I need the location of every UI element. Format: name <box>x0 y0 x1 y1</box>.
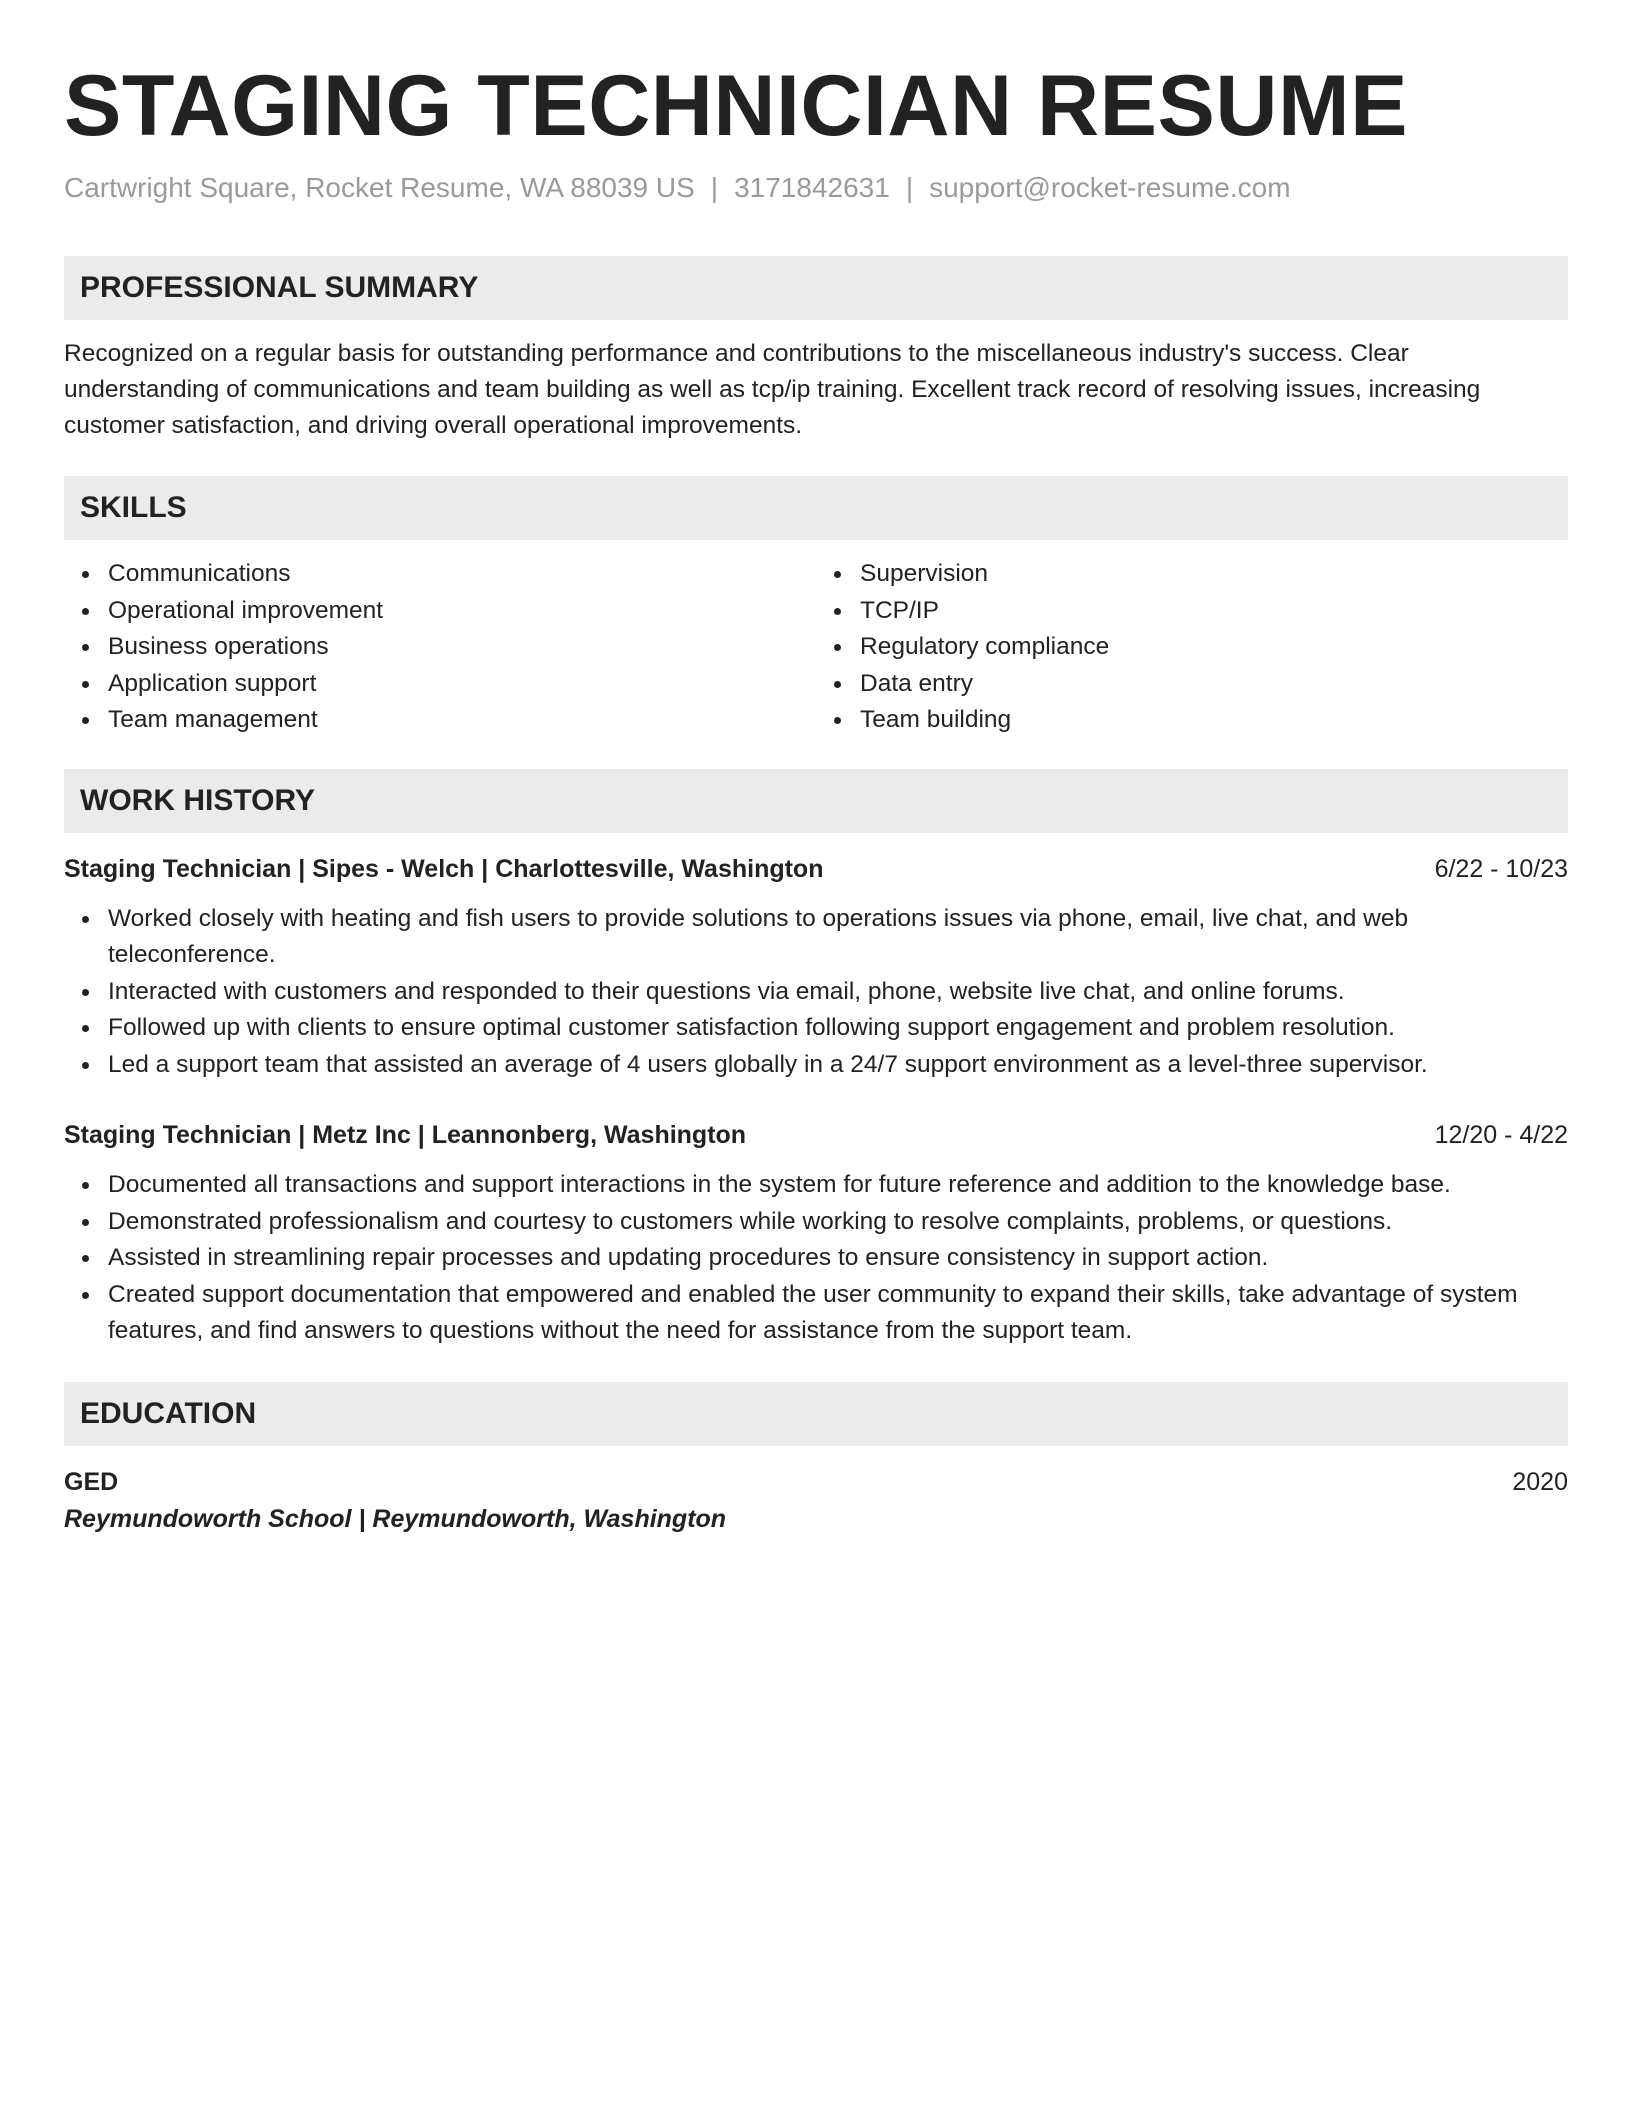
resume-title: STAGING TECHNICIAN RESUME <box>64 58 1408 154</box>
job-bullets <box>64 901 1568 1084</box>
contact-line <box>64 170 1568 206</box>
education-school: Reymundoworth School | Reymundoworth, Washington <box>64 1504 727 1533</box>
job-title: Staging Technician | Sipes - Welch | Charlottesville, Washington <box>64 854 824 883</box>
contact-address: Cartwright Square, Rocket Resume, WA 88039 US <box>64 172 695 203</box>
skills-column-right <box>816 556 1568 739</box>
skill-item: Business operations <box>108 629 816 666</box>
job-header <box>64 851 1568 887</box>
job-entry <box>64 851 1568 1084</box>
skill-item: Data entry <box>860 666 1568 703</box>
job-bullet: Led a support team that assisted an average of 4 users globally in a 24/7 support environment as a level-three supervisor. <box>108 1047 1568 1084</box>
contact-phone: 3171842631 <box>734 172 890 203</box>
job-entry <box>64 1117 1568 1350</box>
job-bullet: Worked closely with heating and fish users to provide solutions to operations issues via phone, email, live chat, and web teleconference. <box>108 901 1568 974</box>
education-year: 2020 <box>1512 1467 1568 1496</box>
job-bullets <box>64 1167 1568 1350</box>
skills-grid <box>64 556 1568 739</box>
job-header <box>64 1117 1568 1153</box>
section-heading-education: EDUCATION <box>64 1382 1568 1446</box>
education-degree: GED <box>64 1467 119 1496</box>
section-heading-skills: SKILLS <box>64 476 1568 540</box>
contact-separator: | <box>905 172 914 203</box>
contact-email: support@rocket-resume.com <box>929 172 1291 203</box>
contact-separator: | <box>710 172 719 203</box>
job-title: Staging Technician | Metz Inc | Leannonberg, Washington <box>64 1121 747 1149</box>
education-entry <box>64 1464 1568 1538</box>
job-dates: 12/20 - 4/22 <box>1434 1121 1568 1149</box>
skill-item: TCP/IP <box>860 593 1568 630</box>
job-bullet: Documented all transactions and support interactions in the system for future reference and addition to the knowledge base. <box>108 1167 1568 1204</box>
skill-item: Team management <box>108 702 816 739</box>
job-dates: 6/22 - 10/23 <box>1434 854 1568 883</box>
job-bullet: Assisted in streamlining repair processes and updating procedures to ensure consistency in support action. <box>108 1240 1568 1277</box>
section-heading-work-history: WORK HISTORY <box>64 769 1568 833</box>
job-bullet: Interacted with customers and responded to their questions via email, phone, website live chat, and online forums. <box>108 974 1568 1011</box>
skill-item: Application support <box>108 666 816 703</box>
skill-item: Regulatory compliance <box>860 629 1568 666</box>
skill-item: Operational improvement <box>108 593 816 630</box>
skill-item: Team building <box>860 702 1568 739</box>
job-bullet: Created support documentation that empowered and enabled the user community to expand their skills, take advantage of system features, and find answers to questions without the need for assistance from the support team. <box>108 1277 1568 1350</box>
summary-text: Recognized on a regular basis for outstanding performance and contributions to the miscellaneous industry's success. Clear understanding of communications and team building as well as tcp/ip training. Excellent track record of resolving issues, increasing customer satisfaction, and driving overall operational improvements. <box>64 340 1481 439</box>
skill-item: Communications <box>108 556 816 593</box>
skills-column-left <box>64 556 816 739</box>
section-heading-summary: PROFESSIONAL SUMMARY <box>64 256 1568 320</box>
education-header <box>64 1464 1568 1500</box>
job-bullet: Demonstrated professionalism and courtesy to customers while working to resolve complaints, problems, or questions. <box>108 1204 1568 1241</box>
job-bullet: Followed up with clients to ensure optimal customer satisfaction following support engagement and problem resolution. <box>108 1010 1568 1047</box>
skill-item: Supervision <box>860 556 1568 593</box>
